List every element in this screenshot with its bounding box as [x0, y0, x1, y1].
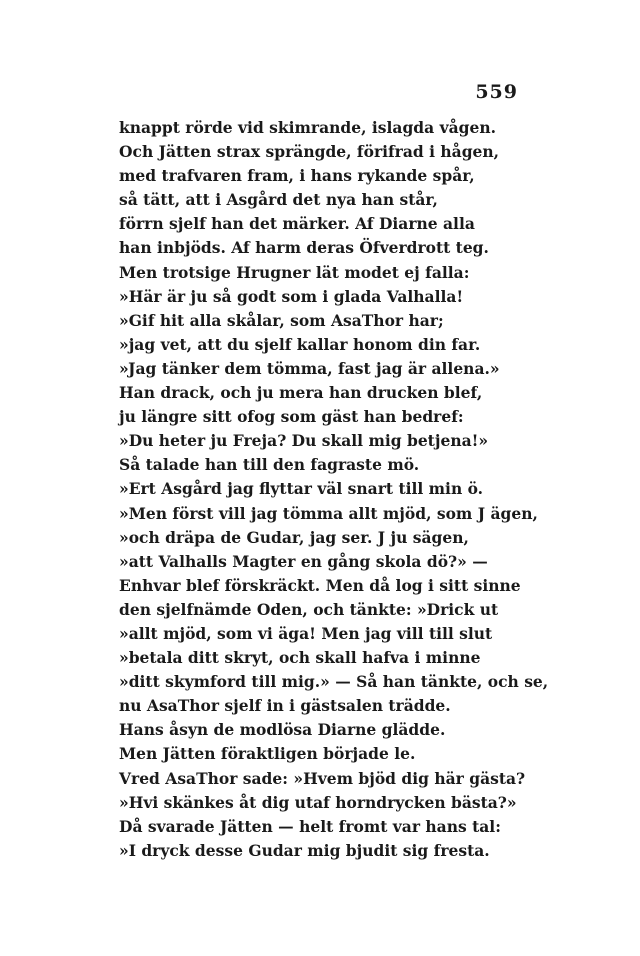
poem-line: den sjelfnämde Oden, och tänkte: »Drick ut	[119, 599, 499, 619]
poem-text	[119, 116, 549, 863]
page-number: 559	[475, 81, 518, 103]
poem-line: så tätt, att i Asgård det nya han står,	[119, 190, 438, 210]
poem-line: »och dräpa de Gudar, jag ser. J ju sägen,	[119, 527, 469, 547]
poem-line: knappt rörde vid skimrande, islagda vågen.	[119, 118, 496, 137]
poem-line: Vred AsaThor sade: »Hvem bjöd dig här gästa?	[119, 768, 526, 788]
poem-line: »Du heter ju Freja? Du skall mig betjena!»	[119, 431, 489, 451]
poem-line: Så talade han till den fagraste mö.	[119, 455, 420, 475]
poem-line: han inbjöds. Af harm deras Öfverdrott teg.	[119, 238, 489, 258]
poem-line: »att Valhalls Magter en gång skola dö?» —	[119, 551, 488, 571]
poem-line: Han drack, och ju mera han drucken blef,	[119, 383, 483, 403]
poem-line: »Ert Asgård jag flyttar väl snart till min ö.	[119, 479, 484, 499]
poem-line: »Gif hit alla skålar, som AsaThor har;	[119, 310, 444, 330]
poem-line: »betala ditt skryt, och skall hafva i minne	[119, 648, 481, 668]
poem-line: Och Jätten strax sprängde, förifrad i hågen,	[119, 142, 500, 162]
poem-line: »I dryck desse Gudar mig bjudit sig fresta.	[119, 840, 490, 860]
poem-line: »jag vet, att du sjelf kallar honom din far.	[119, 334, 481, 354]
poem-line: nu AsaThor sjelf in i gästsalen trädde.	[119, 696, 451, 716]
poem-line: med trafvaren fram, i hans rykande spår,	[119, 166, 475, 186]
poem-line: »ditt skymford till mig.» — Så han tänkte, och se,	[119, 672, 549, 692]
poem-line: »Jag tänker dem tömma, fast jag är allena.»	[119, 358, 500, 378]
poem-line: Men Jätten föraktligen började le.	[119, 744, 416, 764]
poem-line: Då svarade Jätten — helt fromt var hans tal:	[119, 816, 501, 836]
poem-line: förrn sjelf han det märker. Af Diarne alla	[119, 214, 475, 234]
poem-line: ju längre sitt ofog som gäst han bedref:	[119, 407, 464, 427]
poem-line: »Hvi skänkes åt dig utaf horndrycken bästa?»	[119, 792, 517, 812]
poem-line: »allt mjöd, som vi äga! Men jag vill till slut	[119, 623, 493, 643]
poem-line: Hans åsyn de modlösa Diarne glädde.	[119, 720, 446, 740]
poem-line: Enhvar blef förskräckt. Men då log i sitt sinne	[119, 575, 521, 595]
poem-line: Men trotsige Hrugner lät modet ej falla:	[119, 262, 470, 282]
poem-line: »Men först vill jag tömma allt mjöd, som J ägen,	[119, 503, 538, 523]
poem-line: »Här är ju så godt som i glada Valhalla!	[119, 286, 464, 306]
